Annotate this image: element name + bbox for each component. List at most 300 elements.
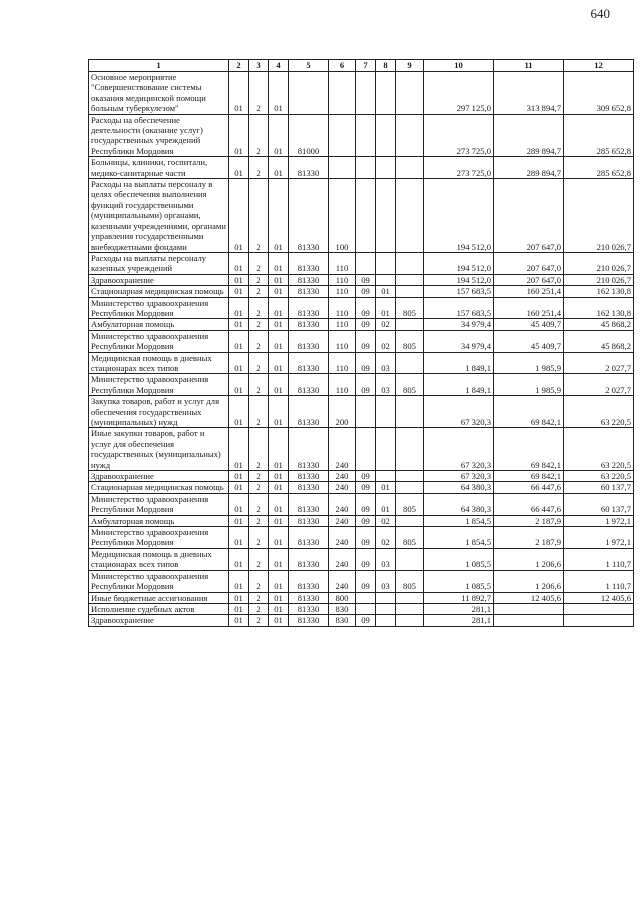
subprogram-code-cell: 01 xyxy=(269,330,289,352)
section-code-cell: 01 xyxy=(229,570,249,592)
program-code-cell: 2 xyxy=(249,396,269,428)
amount-year3-cell xyxy=(564,615,634,626)
row-name-cell: Министерство здравоохранения Республики Мордовия xyxy=(89,493,229,515)
amount-year1-cell: 34 979,4 xyxy=(424,319,494,330)
amount-year3-cell: 285 652,8 xyxy=(564,157,634,179)
amount-year3-cell: 210 026,7 xyxy=(564,252,634,274)
ministry-code-cell xyxy=(396,352,424,374)
row-name-cell: Иные бюджетные ассигнования xyxy=(89,592,229,603)
amount-year2-cell: 66 447,6 xyxy=(494,493,564,515)
ministry-code-cell xyxy=(396,114,424,157)
row-name-cell: Министерство здравоохранения Республики Мордовия xyxy=(89,570,229,592)
amount-year2-cell: 313 894,7 xyxy=(494,72,564,115)
amount-year1-cell: 1 849,1 xyxy=(424,374,494,396)
table-row xyxy=(89,297,634,319)
target-code-cell: 81330 xyxy=(289,330,329,352)
chapter-cell: 09 xyxy=(356,482,376,493)
table-row xyxy=(89,274,634,285)
subprogram-code-cell: 01 xyxy=(269,179,289,253)
expense-type-cell: 240 xyxy=(329,515,356,526)
table-row xyxy=(89,396,634,428)
expense-type-cell: 110 xyxy=(329,274,356,285)
target-code-cell: 81330 xyxy=(289,615,329,626)
table-row xyxy=(89,482,634,493)
amount-year2-cell: 207 647,0 xyxy=(494,252,564,274)
amount-year1-cell: 281,1 xyxy=(424,603,494,614)
row-name-cell: Министерство здравоохранения Республики Мордовия xyxy=(89,527,229,549)
expense-type-cell: 110 xyxy=(329,286,356,297)
chapter-cell xyxy=(356,603,376,614)
amount-year3-cell: 210 026,7 xyxy=(564,179,634,253)
subsection-cell: 03 xyxy=(376,374,396,396)
amount-year3-cell: 45 868,2 xyxy=(564,330,634,352)
page-number: 640 xyxy=(590,6,610,21)
section-code-cell: 01 xyxy=(229,72,249,115)
subprogram-code-cell: 01 xyxy=(269,527,289,549)
program-code-cell: 2 xyxy=(249,592,269,603)
amount-year2-cell: 289 894,7 xyxy=(494,114,564,157)
subprogram-code-cell: 01 xyxy=(269,570,289,592)
subsection-cell xyxy=(376,252,396,274)
ministry-code-cell xyxy=(396,319,424,330)
subsection-cell xyxy=(376,274,396,285)
ministry-code-cell: 805 xyxy=(396,493,424,515)
subsection-cell xyxy=(376,603,396,614)
chapter-cell xyxy=(356,252,376,274)
target-code-cell: 81330 xyxy=(289,352,329,374)
expense-type-cell: 110 xyxy=(329,374,356,396)
subprogram-code-cell: 01 xyxy=(269,157,289,179)
subprogram-code-cell: 01 xyxy=(269,515,289,526)
target-code-cell: 81000 xyxy=(289,114,329,157)
expense-type-cell: 110 xyxy=(329,319,356,330)
subsection-cell xyxy=(376,72,396,115)
target-code-cell: 81330 xyxy=(289,471,329,482)
amount-year2-cell: 160 251,4 xyxy=(494,286,564,297)
expense-type-cell: 830 xyxy=(329,603,356,614)
row-name-cell: Расходы на выплаты персоналу казенных учреждений xyxy=(89,252,229,274)
subsection-cell: 02 xyxy=(376,330,396,352)
row-name-cell: Амбулаторная помощь xyxy=(89,319,229,330)
amount-year2-cell: 1 206,6 xyxy=(494,548,564,570)
subsection-cell: 03 xyxy=(376,352,396,374)
subsection-cell: 01 xyxy=(376,482,396,493)
subprogram-code-cell: 01 xyxy=(269,592,289,603)
subsection-cell xyxy=(376,396,396,428)
amount-year2-cell: 69 842,1 xyxy=(494,428,564,471)
subprogram-code-cell: 01 xyxy=(269,252,289,274)
row-name-cell: Стационарная медицинская помощь xyxy=(89,482,229,493)
subprogram-code-cell: 01 xyxy=(269,352,289,374)
amount-year2-cell: 1 985,9 xyxy=(494,352,564,374)
amount-year3-cell: 1 972,1 xyxy=(564,515,634,526)
target-code-cell: 81330 xyxy=(289,179,329,253)
expense-type-cell: 110 xyxy=(329,330,356,352)
expense-type-cell xyxy=(329,157,356,179)
column-header: 11 xyxy=(494,60,564,72)
expense-type-cell: 240 xyxy=(329,570,356,592)
expense-type-cell xyxy=(329,72,356,115)
amount-year2-cell: 1 985,9 xyxy=(494,374,564,396)
subprogram-code-cell: 01 xyxy=(269,274,289,285)
section-code-cell: 01 xyxy=(229,396,249,428)
subsection-cell: 02 xyxy=(376,515,396,526)
amount-year3-cell: 162 130,8 xyxy=(564,297,634,319)
amount-year3-cell: 2 027,7 xyxy=(564,374,634,396)
row-name-cell: Расходы на обеспечение деятельности (оказание услуг) государственных учреждений Республики Мордовия xyxy=(89,114,229,157)
expense-type-cell: 240 xyxy=(329,482,356,493)
subprogram-code-cell: 01 xyxy=(269,286,289,297)
subprogram-code-cell: 01 xyxy=(269,548,289,570)
expense-type-cell: 240 xyxy=(329,527,356,549)
expense-type-cell: 830 xyxy=(329,615,356,626)
chapter-cell: 09 xyxy=(356,615,376,626)
ministry-code-cell xyxy=(396,603,424,614)
program-code-cell: 2 xyxy=(249,114,269,157)
amount-year1-cell: 281,1 xyxy=(424,615,494,626)
section-code-cell: 01 xyxy=(229,515,249,526)
column-header: 12 xyxy=(564,60,634,72)
amount-year3-cell: 1 110,7 xyxy=(564,548,634,570)
ministry-code-cell xyxy=(396,471,424,482)
amount-year1-cell: 273 725,0 xyxy=(424,114,494,157)
row-name-cell: Медицинская помощь в дневных стационарах всех типов xyxy=(89,352,229,374)
ministry-code-cell xyxy=(396,428,424,471)
chapter-cell xyxy=(356,592,376,603)
row-name-cell: Здравоохранение xyxy=(89,471,229,482)
ministry-code-cell: 805 xyxy=(396,297,424,319)
amount-year1-cell: 194 512,0 xyxy=(424,252,494,274)
section-code-cell: 01 xyxy=(229,493,249,515)
ministry-code-cell xyxy=(396,515,424,526)
amount-year2-cell xyxy=(494,603,564,614)
target-code-cell: 81330 xyxy=(289,428,329,471)
row-name-cell: Расходы на выплаты персоналу в целях обеспечения выполнения функций государственными (муниципальными) органами, казенными учреждениями, органами управления государственными внебюджетными фондами xyxy=(89,179,229,253)
program-code-cell: 2 xyxy=(249,527,269,549)
subprogram-code-cell: 01 xyxy=(269,428,289,471)
program-code-cell: 2 xyxy=(249,274,269,285)
program-code-cell: 2 xyxy=(249,286,269,297)
program-code-cell: 2 xyxy=(249,179,269,253)
target-code-cell: 81330 xyxy=(289,603,329,614)
chapter-cell xyxy=(356,114,376,157)
amount-year2-cell: 69 842,1 xyxy=(494,471,564,482)
column-header: 7 xyxy=(356,60,376,72)
subsection-cell xyxy=(376,179,396,253)
chapter-cell: 09 xyxy=(356,274,376,285)
amount-year1-cell: 64 380,3 xyxy=(424,493,494,515)
ministry-code-cell xyxy=(396,157,424,179)
target-code-cell: 81330 xyxy=(289,297,329,319)
row-name-cell: Стационарная медицинская помощь xyxy=(89,286,229,297)
table-row xyxy=(89,615,634,626)
program-code-cell: 2 xyxy=(249,319,269,330)
target-code-cell: 81330 xyxy=(289,592,329,603)
target-code-cell: 81330 xyxy=(289,374,329,396)
chapter-cell: 09 xyxy=(356,527,376,549)
section-code-cell: 01 xyxy=(229,179,249,253)
program-code-cell: 2 xyxy=(249,603,269,614)
table-row xyxy=(89,286,634,297)
chapter-cell: 09 xyxy=(356,471,376,482)
table-row xyxy=(89,428,634,471)
section-code-cell: 01 xyxy=(229,252,249,274)
target-code-cell xyxy=(289,72,329,115)
subsection-cell: 02 xyxy=(376,319,396,330)
chapter-cell: 09 xyxy=(356,297,376,319)
chapter-cell: 09 xyxy=(356,319,376,330)
amount-year2-cell: 160 251,4 xyxy=(494,297,564,319)
section-code-cell: 01 xyxy=(229,286,249,297)
table-row xyxy=(89,252,634,274)
program-code-cell: 2 xyxy=(249,352,269,374)
target-code-cell: 81330 xyxy=(289,157,329,179)
program-code-cell: 2 xyxy=(249,548,269,570)
amount-year3-cell: 60 137,7 xyxy=(564,493,634,515)
row-name-cell: Иные закупки товаров, работ и услуг для обеспечения государственных (муниципальных) нужд xyxy=(89,428,229,471)
section-code-cell: 01 xyxy=(229,352,249,374)
expense-type-cell: 110 xyxy=(329,297,356,319)
section-code-cell: 01 xyxy=(229,319,249,330)
program-code-cell: 2 xyxy=(249,570,269,592)
table-row xyxy=(89,72,634,115)
chapter-cell: 09 xyxy=(356,570,376,592)
subsection-cell xyxy=(376,615,396,626)
expense-type-cell: 240 xyxy=(329,471,356,482)
ministry-code-cell xyxy=(396,548,424,570)
chapter-cell xyxy=(356,72,376,115)
program-code-cell: 2 xyxy=(249,330,269,352)
table-row xyxy=(89,570,634,592)
column-header: 2 xyxy=(229,60,249,72)
column-header: 3 xyxy=(249,60,269,72)
amount-year1-cell: 194 512,0 xyxy=(424,179,494,253)
amount-year1-cell: 273 725,0 xyxy=(424,157,494,179)
column-header: 4 xyxy=(269,60,289,72)
chapter-cell: 09 xyxy=(356,548,376,570)
amount-year3-cell: 63 220,5 xyxy=(564,428,634,471)
chapter-cell: 09 xyxy=(356,515,376,526)
table-row xyxy=(89,493,634,515)
amount-year1-cell: 1 854,5 xyxy=(424,527,494,549)
ministry-code-cell: 805 xyxy=(396,570,424,592)
subsection-cell xyxy=(376,428,396,471)
subsection-cell: 02 xyxy=(376,527,396,549)
section-code-cell: 01 xyxy=(229,297,249,319)
budget-table xyxy=(88,59,634,627)
amount-year2-cell xyxy=(494,615,564,626)
amount-year2-cell: 289 894,7 xyxy=(494,157,564,179)
amount-year1-cell: 297 125,0 xyxy=(424,72,494,115)
subprogram-code-cell: 01 xyxy=(269,319,289,330)
table-row xyxy=(89,471,634,482)
chapter-cell xyxy=(356,179,376,253)
expense-type-cell: 240 xyxy=(329,428,356,471)
row-name-cell: Министерство здравоохранения Республики Мордовия xyxy=(89,330,229,352)
ministry-code-cell xyxy=(396,252,424,274)
amount-year3-cell: 1 972,1 xyxy=(564,527,634,549)
amount-year2-cell: 2 187,9 xyxy=(494,515,564,526)
program-code-cell: 2 xyxy=(249,428,269,471)
subsection-cell: 03 xyxy=(376,570,396,592)
amount-year2-cell: 207 647,0 xyxy=(494,274,564,285)
amount-year3-cell: 63 220,5 xyxy=(564,471,634,482)
subsection-cell xyxy=(376,592,396,603)
table-row xyxy=(89,592,634,603)
amount-year2-cell: 45 409,7 xyxy=(494,319,564,330)
column-header: 1 xyxy=(89,60,229,72)
amount-year1-cell: 11 892,7 xyxy=(424,592,494,603)
chapter-cell xyxy=(356,157,376,179)
chapter-cell: 09 xyxy=(356,330,376,352)
row-name-cell: Медицинская помощь в дневных стационарах всех типов xyxy=(89,548,229,570)
amount-year3-cell: 60 137,7 xyxy=(564,482,634,493)
program-code-cell: 2 xyxy=(249,157,269,179)
table-row xyxy=(89,374,634,396)
amount-year3-cell: 2 027,7 xyxy=(564,352,634,374)
target-code-cell: 81330 xyxy=(289,396,329,428)
expense-type-cell: 240 xyxy=(329,493,356,515)
amount-year1-cell: 64 380,3 xyxy=(424,482,494,493)
amount-year1-cell: 34 979,4 xyxy=(424,330,494,352)
ministry-code-cell xyxy=(396,482,424,493)
section-code-cell: 01 xyxy=(229,157,249,179)
program-code-cell: 2 xyxy=(249,374,269,396)
section-code-cell: 01 xyxy=(229,603,249,614)
expense-type-cell: 110 xyxy=(329,252,356,274)
section-code-cell: 01 xyxy=(229,330,249,352)
chapter-cell: 09 xyxy=(356,286,376,297)
expense-type-cell: 200 xyxy=(329,396,356,428)
program-code-cell: 2 xyxy=(249,493,269,515)
table-row xyxy=(89,114,634,157)
row-name-cell: Исполнение судебных актов xyxy=(89,603,229,614)
table-row xyxy=(89,515,634,526)
amount-year2-cell: 69 842,1 xyxy=(494,396,564,428)
row-name-cell: Министерство здравоохранения Республики Мордовия xyxy=(89,374,229,396)
row-name-cell: Здравоохранение xyxy=(89,615,229,626)
expense-type-cell: 100 xyxy=(329,179,356,253)
target-code-cell: 81330 xyxy=(289,286,329,297)
subprogram-code-cell: 01 xyxy=(269,374,289,396)
row-name-cell: Здравоохранение xyxy=(89,274,229,285)
column-header: 5 xyxy=(289,60,329,72)
subprogram-code-cell: 01 xyxy=(269,396,289,428)
subprogram-code-cell: 01 xyxy=(269,471,289,482)
amount-year3-cell xyxy=(564,603,634,614)
column-header: 8 xyxy=(376,60,396,72)
amount-year2-cell: 66 447,6 xyxy=(494,482,564,493)
target-code-cell: 81330 xyxy=(289,527,329,549)
ministry-code-cell: 805 xyxy=(396,330,424,352)
section-code-cell: 01 xyxy=(229,482,249,493)
expense-type-cell xyxy=(329,114,356,157)
row-name-cell: Закупка товаров, работ и услуг для обеспечения государственных (муниципальных) нужд xyxy=(89,396,229,428)
subsection-cell xyxy=(376,157,396,179)
expense-type-cell: 240 xyxy=(329,548,356,570)
row-name-cell: Амбулаторная помощь xyxy=(89,515,229,526)
amount-year1-cell: 157 683,5 xyxy=(424,297,494,319)
subsection-cell xyxy=(376,114,396,157)
target-code-cell: 81330 xyxy=(289,319,329,330)
amount-year2-cell: 2 187,9 xyxy=(494,527,564,549)
table-row xyxy=(89,548,634,570)
row-name-cell: Больницы, клиники, госпитали, медико-санитарные части xyxy=(89,157,229,179)
target-code-cell: 81330 xyxy=(289,274,329,285)
table-header-row xyxy=(89,60,634,72)
amount-year3-cell: 285 652,8 xyxy=(564,114,634,157)
amount-year2-cell: 1 206,6 xyxy=(494,570,564,592)
target-code-cell: 81330 xyxy=(289,548,329,570)
program-code-cell: 2 xyxy=(249,515,269,526)
amount-year2-cell: 45 409,7 xyxy=(494,330,564,352)
target-code-cell: 81330 xyxy=(289,515,329,526)
table-row xyxy=(89,319,634,330)
ministry-code-cell: 805 xyxy=(396,374,424,396)
ministry-code-cell xyxy=(396,592,424,603)
subprogram-code-cell: 01 xyxy=(269,114,289,157)
table-row xyxy=(89,603,634,614)
subprogram-code-cell: 01 xyxy=(269,603,289,614)
table-row xyxy=(89,527,634,549)
amount-year3-cell: 210 026,7 xyxy=(564,274,634,285)
ministry-code-cell: 805 xyxy=(396,527,424,549)
amount-year1-cell: 1 085,5 xyxy=(424,570,494,592)
subprogram-code-cell: 01 xyxy=(269,493,289,515)
ministry-code-cell xyxy=(396,72,424,115)
target-code-cell: 81330 xyxy=(289,570,329,592)
section-code-cell: 01 xyxy=(229,114,249,157)
column-header: 10 xyxy=(424,60,494,72)
amount-year1-cell: 1 085,5 xyxy=(424,548,494,570)
subsection-cell: 01 xyxy=(376,297,396,319)
amount-year1-cell: 67 320,3 xyxy=(424,471,494,482)
ministry-code-cell xyxy=(396,179,424,253)
table-row xyxy=(89,157,634,179)
subsection-cell: 01 xyxy=(376,286,396,297)
amount-year3-cell: 63 220,5 xyxy=(564,396,634,428)
expense-type-cell: 110 xyxy=(329,352,356,374)
subsection-cell: 01 xyxy=(376,493,396,515)
subprogram-code-cell: 01 xyxy=(269,72,289,115)
amount-year1-cell: 194 512,0 xyxy=(424,274,494,285)
row-name-cell: Министерство здравоохранения Республики Мордовия xyxy=(89,297,229,319)
amount-year1-cell: 1 854,5 xyxy=(424,515,494,526)
amount-year3-cell: 309 652,8 xyxy=(564,72,634,115)
table-row xyxy=(89,179,634,253)
target-code-cell: 81330 xyxy=(289,252,329,274)
subprogram-code-cell: 01 xyxy=(269,482,289,493)
subprogram-code-cell: 01 xyxy=(269,297,289,319)
program-code-cell: 2 xyxy=(249,252,269,274)
subprogram-code-cell: 01 xyxy=(269,615,289,626)
expense-type-cell: 800 xyxy=(329,592,356,603)
section-code-cell: 01 xyxy=(229,374,249,396)
program-code-cell: 2 xyxy=(249,615,269,626)
subsection-cell xyxy=(376,471,396,482)
ministry-code-cell xyxy=(396,274,424,285)
column-header: 9 xyxy=(396,60,424,72)
section-code-cell: 01 xyxy=(229,592,249,603)
target-code-cell: 81330 xyxy=(289,493,329,515)
table-row xyxy=(89,330,634,352)
chapter-cell: 09 xyxy=(356,352,376,374)
section-code-cell: 01 xyxy=(229,615,249,626)
row-name-cell: Основное мероприятие "Совершенствование системы оказания медицинской помощи больным туберкулезом" xyxy=(89,72,229,115)
amount-year1-cell: 1 849,1 xyxy=(424,352,494,374)
amount-year3-cell: 45 868,2 xyxy=(564,319,634,330)
program-code-cell: 2 xyxy=(249,482,269,493)
